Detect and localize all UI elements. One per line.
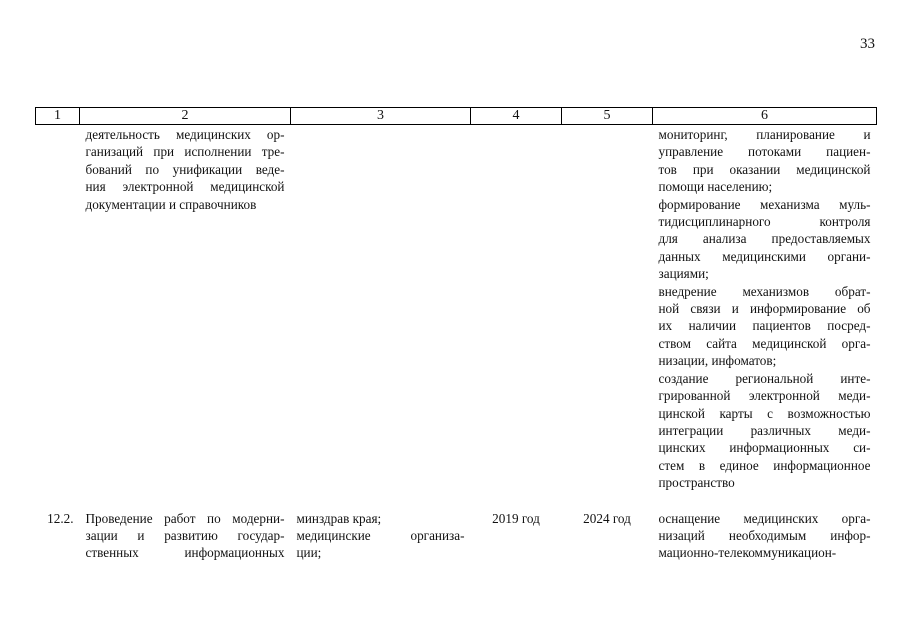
text-line: низации, инфоматов;	[658, 353, 777, 369]
text-line: низаций необходимым инфор-	[658, 527, 871, 543]
text-line: формирование механизма муль-	[658, 196, 871, 212]
document-table	[35, 107, 877, 562]
text-line: ной связи и информирование об	[658, 301, 871, 317]
text-line: интеграции различных меди-	[658, 422, 871, 438]
text-line: для анализа предоставляемых	[658, 231, 871, 247]
text-line: управление потоками пациен-	[658, 144, 871, 160]
cell-result	[653, 125, 877, 492]
table-row-continuation	[36, 125, 877, 492]
text-line: ством сайта медицинской орга-	[658, 335, 871, 351]
text-line: тов при оказании медицинской	[658, 161, 871, 177]
text-line: мационно-телекоммуникацион-	[658, 545, 837, 561]
text-line: создание региональной инте-	[658, 370, 871, 386]
text-line: цинских информационных си-	[658, 440, 871, 456]
table-row-12-2	[36, 510, 877, 562]
cell-end	[562, 125, 653, 492]
cell-start: 2019 год	[492, 510, 540, 526]
column-header: 2	[80, 108, 291, 125]
text-line: грированной электронной меди-	[658, 388, 871, 404]
text-line: деятельность медицинских ор-	[85, 127, 285, 142]
cell-activity	[80, 125, 291, 492]
text-line: оснащение медицинских орга-	[658, 510, 871, 526]
cell-number: 12.2.	[47, 510, 74, 526]
text-line: Проведение работ по модерни-	[85, 510, 285, 526]
text-line: медицинские организа-	[296, 527, 465, 543]
text-line: данных медицинскими органи-	[658, 248, 871, 264]
cell-activity	[80, 510, 291, 562]
table-header-row	[36, 108, 877, 125]
text-line: цинской карты с возможностью	[658, 405, 871, 421]
cell-start	[471, 125, 562, 492]
page-number: 33	[860, 36, 875, 52]
text-line: тидисциплинарного контроля	[658, 214, 871, 230]
text-line: внедрение механизмов обрат-	[658, 283, 871, 299]
text-line: бований по унификации веде-	[85, 161, 285, 177]
column-header: 1	[36, 108, 80, 125]
text-line: их наличии пациентов посред-	[658, 318, 871, 334]
text-line: ственных информационных	[85, 545, 285, 561]
text-line: пространство	[658, 475, 735, 491]
column-header: 4	[471, 108, 562, 125]
cell-executor	[291, 125, 471, 492]
text-line: ния электронной медицинской	[85, 179, 285, 195]
column-header: 6	[653, 108, 877, 125]
text-line: зации и развитию государ-	[85, 527, 285, 543]
text-line: помощи населению;	[658, 179, 773, 195]
cell-result	[653, 510, 877, 562]
text-line: документации и справочников	[85, 196, 257, 212]
column-header: 5	[562, 108, 653, 125]
cell-end: 2024 год	[583, 510, 631, 526]
text-line: ганизаций при исполнении тре-	[85, 144, 285, 160]
cell-executor	[291, 510, 471, 562]
text-line: ции;	[296, 545, 322, 561]
text-line: мониторинг, планирование и	[658, 127, 871, 142]
text-line: зациями;	[658, 266, 709, 282]
cell-number	[36, 125, 80, 492]
text-line: минздрав края;	[296, 510, 382, 526]
text-line: стем в единое информационное	[658, 457, 871, 473]
column-header: 3	[291, 108, 471, 125]
row-spacer	[36, 492, 877, 510]
